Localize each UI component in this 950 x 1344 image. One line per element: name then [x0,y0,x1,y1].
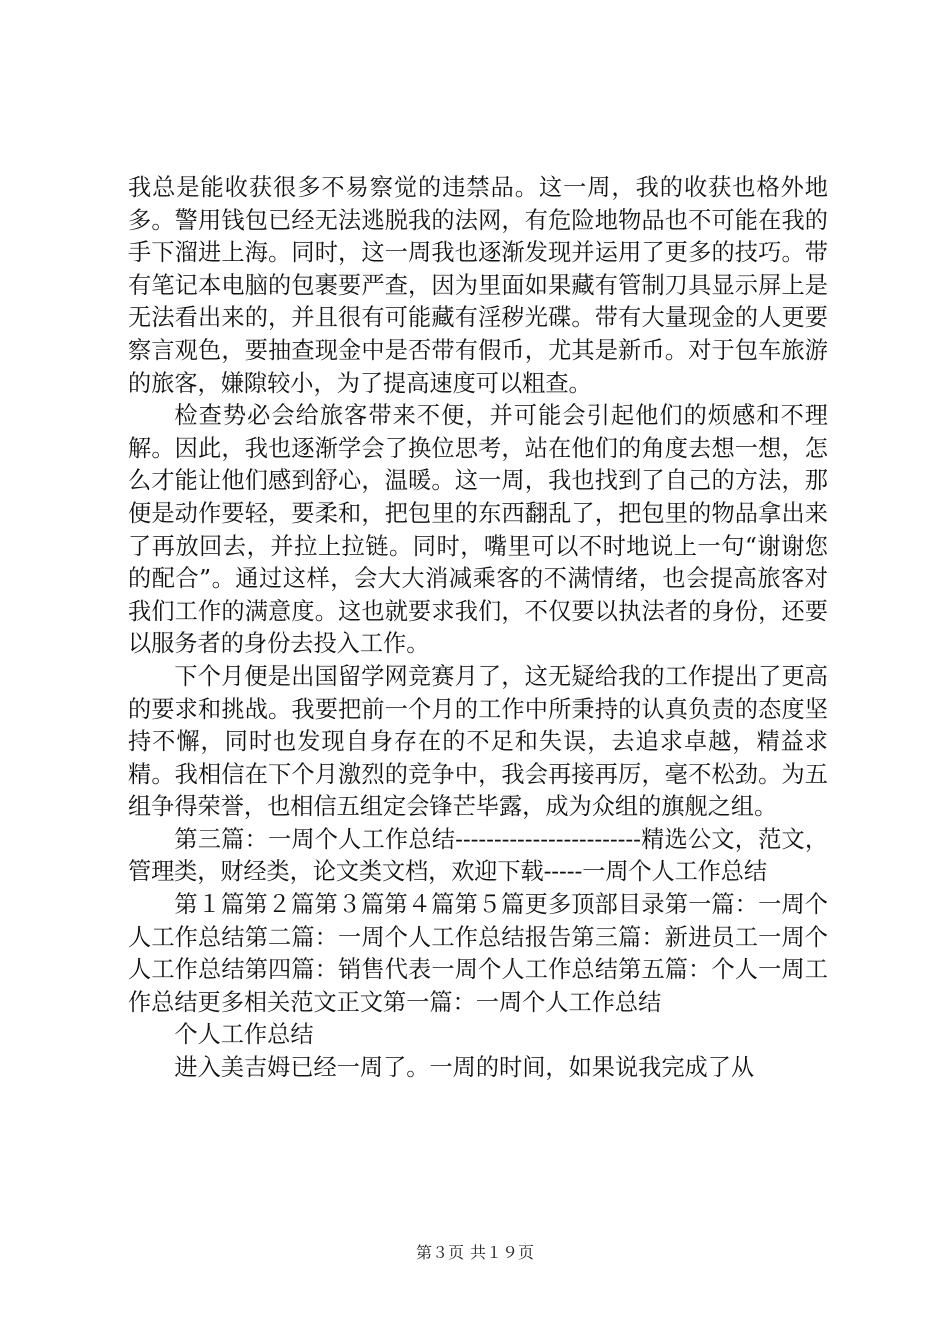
page-total: 共１９页 [470,1245,535,1262]
paragraph-1: 我总是能收获很多不易察觉的违禁品。这一周，我的收获也格外地多。警用钱包已经无法逃脱我的法网，有危险地物品也不可能在我的手下溜进上海。同时，这一周我也逐渐发现并运用了更多的技巧。带有笔记本电脑的包裹要严查，因为里面如果藏有管制刀具显示屏上是无法看出来的，并且很有可能藏有淫秽光碟。带有大量现金的人更要察言观色，要抽查现金中是否带有假币，尤其是新币。对于包车旅游的旅客，嫌隙较小，为了提高速度可以粗查。 [128,174,828,397]
paragraph-2: 检查势必会给旅客带来不便，并可能会引起他们的烦感和不理解。因此，我也逐渐学会了换位思考，站在他们的角度去想一想，怎么才能让他们感到舒心，温暖。这一周，我也找到了自己的方法，那便是动作要轻，要柔和，把包里的东西翻乱了，把包里的物品拿出来了再放回去，并拉上拉链。同时，嘴里可以不时地说上一句“谢谢您的配合”。通过这样，会大大消减乘客的不满情绪，也会提高旅客对我们工作的满意度。这也就要求我们，不仅要以执法者的身份，还要以服务者的身份去投入工作。 [128,402,828,658]
paragraph-last: 进入美吉姆已经一周了。一周的时间，如果说我完成了从 [174,1054,755,1082]
paragraph-3: 下个月便是出国留学网竞赛月了，这无疑给我的工作提出了更高的要求和挑战。我要把前一个月的工作中所秉持的认真负责的态度坚持不懈，同时也发现自身存在的不足和失误，去追求卓越，精益求精。我相信在下个月激烈的竞争中，我会再接再厉，毫不松劲。为五组争得荣誉，也相信五组定会锋芒毕露，成为众组的旗舰之组。 [128,662,828,821]
paragraph-5-table-of-contents: 第１篇第２篇第３篇第４篇第５篇更多顶部目录第一篇：一周个人工作总结第二篇：一周个人工作总结报告第三篇：新进员工一周个人工作总结第四篇：销售代表一周个人工作总结第五篇：个人一周工作总结更多相关范文正文第一篇：一周个人工作总结 [128,891,828,1016]
subheading: 个人工作总结 [174,1021,314,1049]
page-footer [0,1240,950,1263]
paragraph-4-section-title: 第三篇：一周个人工作总结------------------------精选公文，范文，管理类，财经类，论文类文档，欢迎下载-----一周个人工作总结 [128,825,828,886]
page-number: 第３页 [415,1245,464,1262]
document-body [128,172,828,1085]
